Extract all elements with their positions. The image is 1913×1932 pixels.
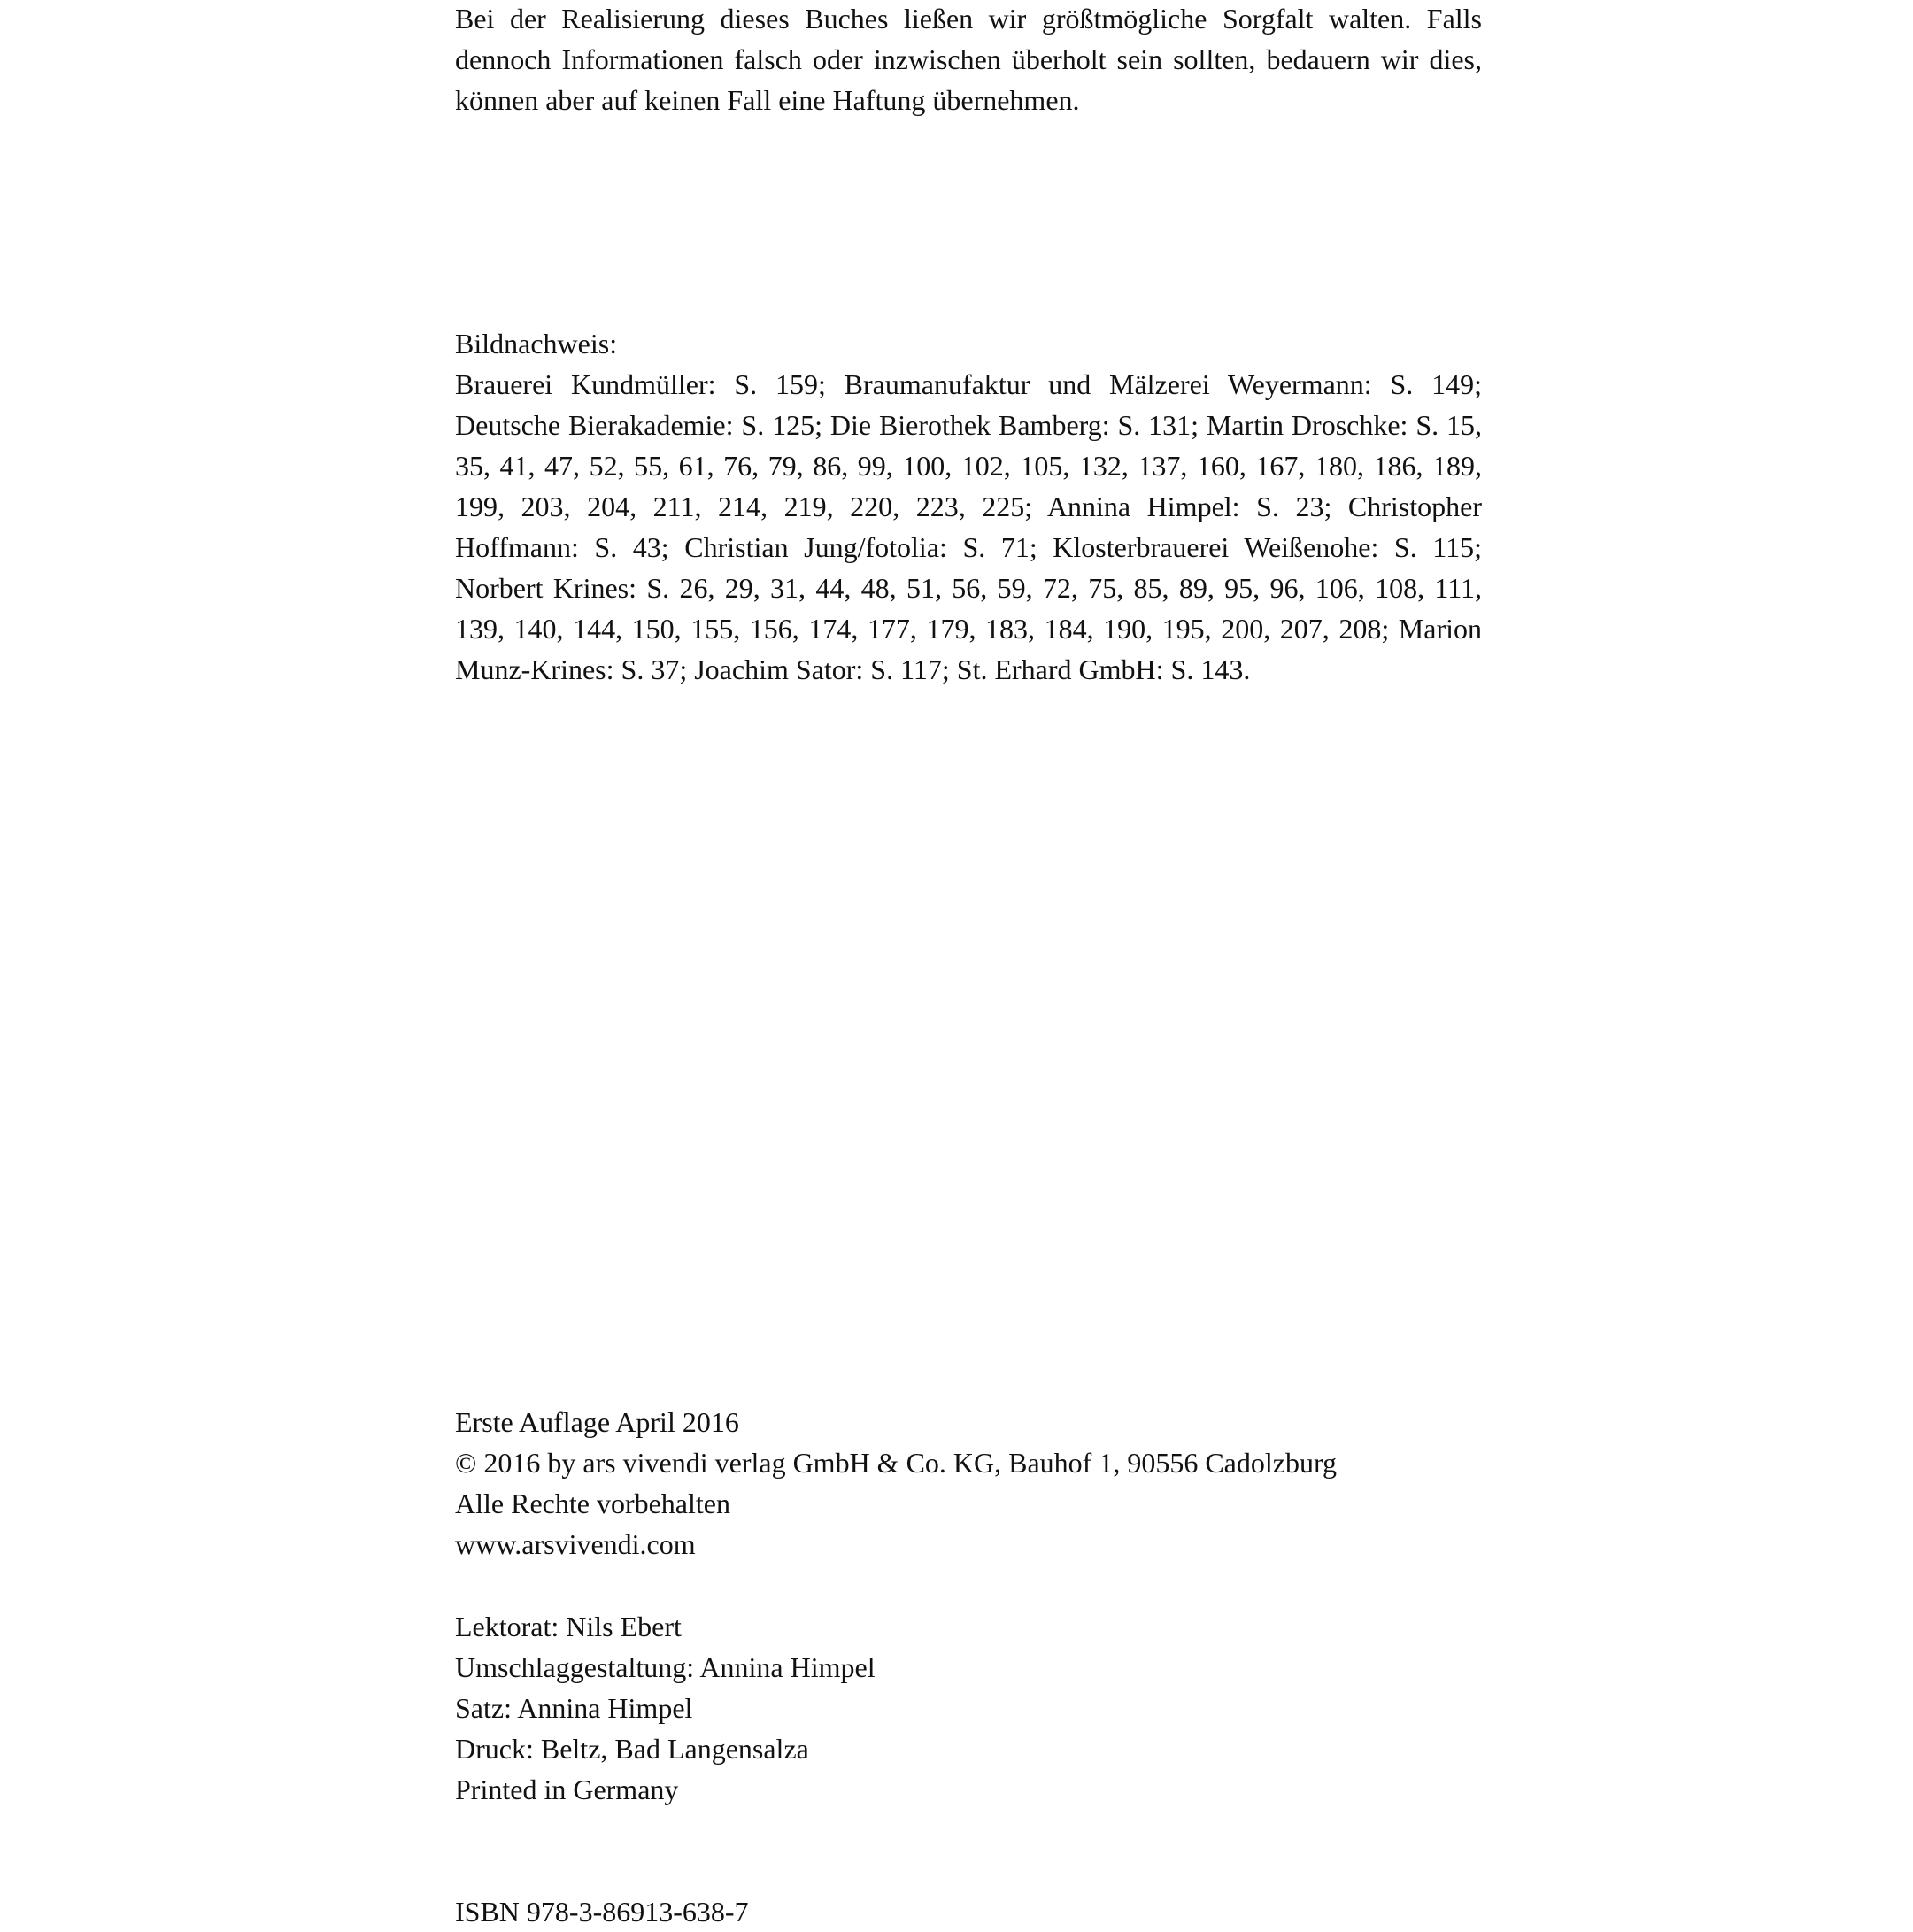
edition-block — [455, 1402, 1482, 1565]
picture-credits-block — [455, 323, 1482, 690]
typesetting-line: Satz: Annina Himpel — [455, 1692, 693, 1724]
website-line: www.arsvivendi.com — [455, 1528, 696, 1560]
editing-line: Lektorat: Nils Ebert — [455, 1611, 682, 1642]
first-edition-line: Erste Auflage April 2016 — [455, 1406, 739, 1438]
disclaimer-text: Bei der Realisierung dieses Buches ließen wir größtmögliche Sorgfalt walten. Falls dennoch Informationen falsch oder inzwischen überholt sein sollten, bedauern wir dies, können aber auf keinen Fall eine Haftung übernehmen. — [455, 3, 1482, 116]
isbn-block — [455, 1891, 1482, 1932]
production-credits-block — [455, 1606, 1482, 1810]
printed-in-line: Printed in Germany — [455, 1774, 679, 1805]
printing-line: Druck: Beltz, Bad Langensalza — [455, 1733, 809, 1765]
isbn-line: ISBN 978-3-86913-638-7 — [455, 1896, 749, 1928]
rights-line: Alle Rechte vorbehalten — [455, 1488, 730, 1519]
picture-credits-heading: Bildnachweis: — [455, 328, 618, 359]
copyright-line: © 2016 by ars vivendi verlag GmbH & Co. KG, Bauhof 1, 90556 Cadolzburg — [455, 1447, 1338, 1479]
picture-credits-text: Brauerei Kundmüller: S. 159; Braumanufaktur und Mälzerei Weyermann: S. 149; Deutsche Bierakademie: S. 125; Die Bierothek Bamberg: S. 131; Martin Droschke: S. 15, 35, 41, 47, 52, 55, 61, 76, 79, 86, 99, 100, 102, 105, 132, 137, 160, 167, 180, 186, 189, 199, 203, 204, 211, 214, 219, 220, 223, 225; Annina Himpel: S. 23; Christopher Hoffmann: S. 43; Christian Jung/fotolia: S. 71; Klosterbrauerei Weißenohe: S. 115; Norbert Krines: S. 26, 29, 31, 44, 48, 51, 56, 59, 72, 75, 85, 89, 95, 96, 106, 108, 111, 139, 140, 144, 150, 155, 156, 174, 177, 179, 183, 184, 190, 195, 200, 207, 208; Marion Munz-Krines: S. 37; Joachim Sator: S. 117; St. Erhard GmbH: S. 143. — [455, 368, 1482, 685]
disclaimer-block — [455, 0, 1482, 120]
cover-design-line: Umschlaggestaltung: Annina Himpel — [455, 1651, 876, 1683]
